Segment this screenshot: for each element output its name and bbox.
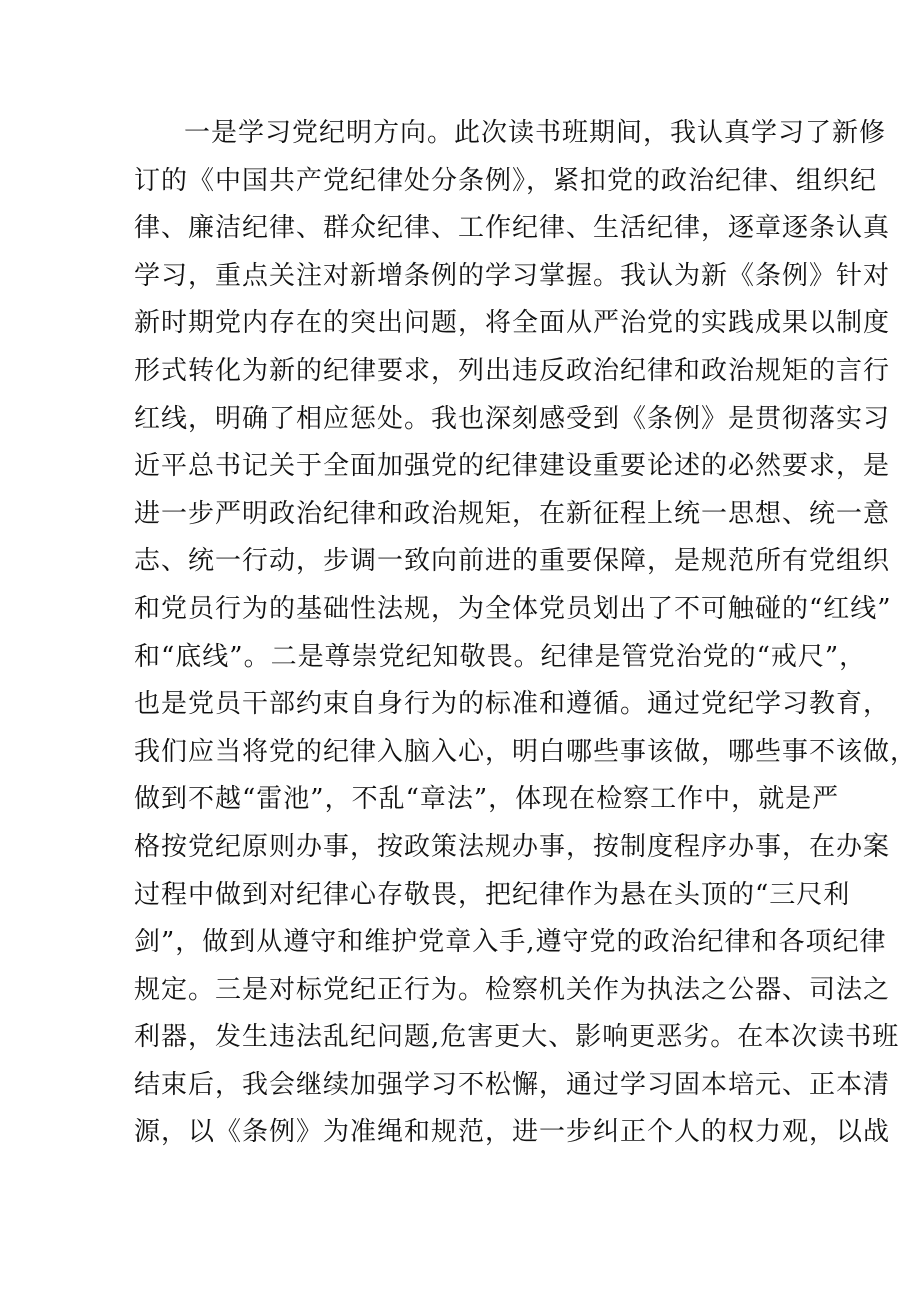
text-line: 源，以《条例》为准绳和规范，进一步纠正个人的权力观，以战: [134, 1117, 891, 1148]
text-line: 形式转化为新的纪律要求，列出违反政治纪律和政治规矩的言行: [134, 355, 891, 386]
text-line: 我们应当将党的纪律入脑入心，明白哪些事该做，哪些事不该做，: [134, 736, 918, 767]
text-line: 学习，重点关注对新增条例的学习掌握。我认为新《条例》针对: [134, 260, 891, 291]
text-line: 也是党员干部约束自身行为的标准和遵循。通过党纪学习教育，: [134, 689, 891, 720]
body-paragraph: [134, 110, 918, 1157]
text-line: 订的《中国共产党纪律处分条例》，紧扣党的政治纪律、组织纪: [134, 165, 878, 196]
text-line: 和“底线”。二是尊崇党纪知敬畏。纪律是管党治党的“戒尺”，: [134, 641, 867, 672]
text-line: 结束后，我会继续加强学习不松懈，通过学习固本培元、正本清: [134, 1069, 891, 1100]
text-line: 志、统一行动，步调一致向前进的重要保障，是规范所有党组织: [134, 546, 891, 577]
text-line: 格按党纪原则办事，按政策法规办事，按制度程序办事，在办案: [134, 831, 891, 862]
text-line: 律、廉洁纪律、群众纪律、工作纪律、生活纪律，逐章逐条认真: [134, 213, 891, 244]
text-line: 新时期党内存在的突出问题，将全面从严治党的实践成果以制度: [134, 308, 891, 339]
text-line: 做到不越“雷池”，不乱“章法”，体现在检察工作中，就是严: [134, 784, 840, 815]
text-line: 一是学习党纪明方向。此次读书班期间，我认真学习了新修: [184, 118, 887, 148]
text-line: 规定。三是对标党纪正行为。检察机关作为执法之公器、司法之: [134, 974, 891, 1005]
text-line: 利器，发生违法乱纪问题,危害更大、影响更恶劣。在本次读书班: [134, 1022, 900, 1053]
text-line: 和党员行为的基础性法规，为全体党员划出了不可触碰的“红线”: [134, 593, 892, 624]
text-line: 红线，明确了相应惩处。我也深刻感受到《条例》是贯彻落实习: [134, 403, 891, 434]
text-line: 近平总书记关于全面加强党的纪律建设重要论述的必然要求，是: [134, 451, 891, 482]
text-line: 过程中做到对纪律心存敬畏，把纪律作为悬在头顶的“三尺利: [134, 879, 851, 910]
text-line: 剑”，做到从遵守和维护党章入手,遵守党的政治纪律和各项纪律: [134, 927, 887, 958]
text-line: 进一步严明政治纪律和政治规矩，在新征程上统一思想、统一意: [134, 498, 891, 529]
